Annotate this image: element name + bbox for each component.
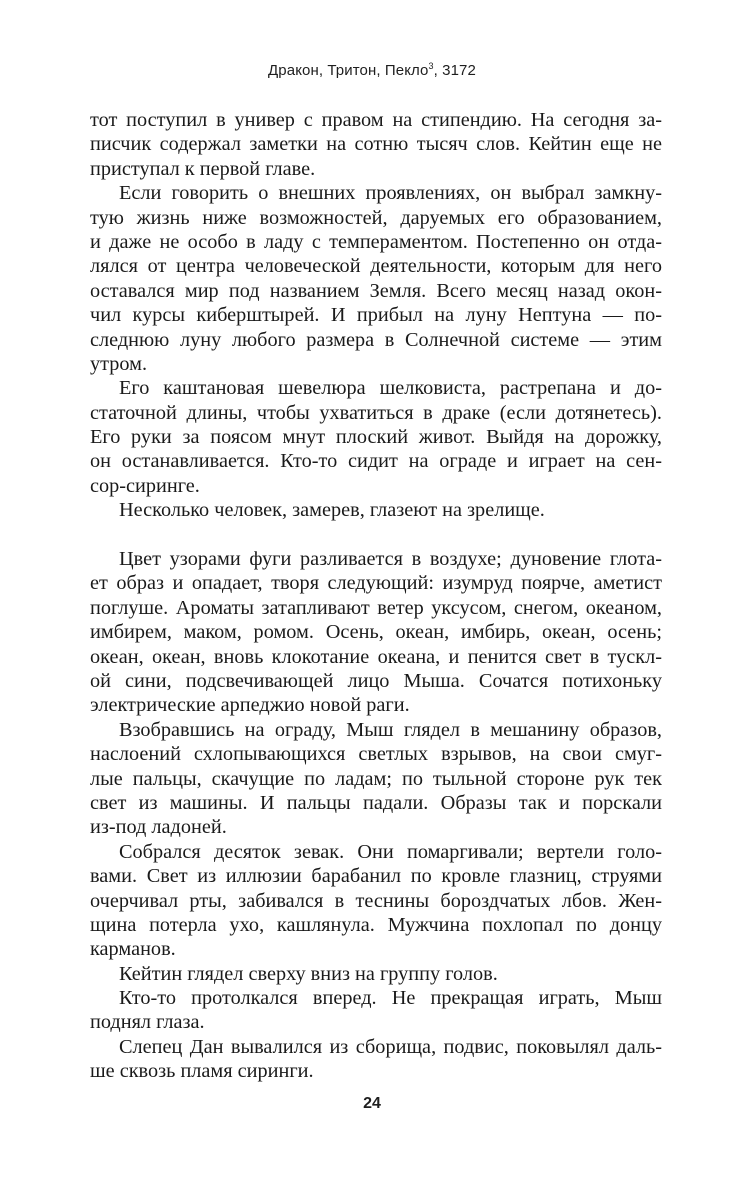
text-line: щина потерла ухо, кашлянула. Мужчина похлопал по донцу [90, 913, 662, 936]
text-line: океан, океан, вновь клокотание океана, и пенится свет в тускл- [90, 645, 662, 668]
paragraph-first-line: Взобравшись на ограду, Мыш глядел в мешанину образов, [119, 718, 662, 741]
paragraph-first-line: Если говорить о внешних проявлениях, он выбрал замкну- [119, 182, 662, 205]
paragraph-first-line: Его каштановая шевелюра шелковиста, растрепана и до- [119, 377, 662, 400]
text-line: Его руки за поясом мнут плоский живот. Выйдя на дорожку, [90, 426, 662, 449]
text-line: из-под ладоней. [90, 816, 227, 839]
text-line: электрические арпеджио новой раги. [90, 694, 410, 717]
text-line: карманов. [90, 938, 176, 961]
section-break [90, 523, 662, 547]
text-line: свет из машины. И пальцы падали. Образы так и порскали [90, 791, 662, 814]
text-line: поднял глаза. [90, 1011, 205, 1034]
text-line: ше сквозь пламя сиринги. [90, 1060, 314, 1083]
paragraph-first-line: Слепец Дан вывалился из сборища, подвис, поковылял даль- [119, 1035, 662, 1058]
text-line: ет образ и опадает, творя следующий: изумруд поярче, аметист [90, 572, 662, 595]
text-line: очерчивал рты, забивался в теснины бороздчатых лбов. Жен- [90, 889, 662, 912]
text-line: тот поступил в универ с правом на стипендию. На сегодня за- [90, 109, 662, 131]
text-line: наслоений схлопывающихся светлых взрывов, на свои смуг- [90, 743, 662, 766]
body-text [90, 108, 662, 1084]
running-head-year: , 3172 [433, 62, 476, 79]
paragraph-first-line: Кто-то протолкался вперед. Не прекращая играть, Мыш [119, 987, 662, 1010]
running-head-superscript: 3 [428, 61, 434, 71]
text-line: ой сини, подсвечивающей лицо Мыша. Сочатся потихоньку [90, 669, 662, 692]
text-line: писчик содержал заметки на сотню тысяч слов. Кейтин еще не [90, 133, 662, 156]
running-head [0, 62, 744, 79]
text-line: лялся от центра человеческой деятельности, которым для него [90, 255, 662, 278]
text-line: вами. Свет из иллюзии барабанил по кровле глазниц, струями [90, 865, 662, 888]
text-line: и даже не особо в ладу с темпераментом. Постепенно он отда- [90, 230, 662, 253]
text-line: тую жизнь ниже возможностей, даруемых его образованием, [90, 206, 662, 229]
text-line: поглуше. Ароматы затапливают ветер уксусом, снегом, океаном, [90, 596, 662, 619]
page-number: 24 [363, 1095, 381, 1112]
text-line: сор-сиринге. [90, 474, 200, 497]
text-line: он останавливается. Кто-то сидит на ограде и играет на сен- [90, 450, 662, 473]
text-line: следнюю луну любого размера в Солнечной системе — этим [90, 328, 662, 351]
paragraph-first-line: Кейтин глядел сверху вниз на группу голов. [119, 962, 498, 985]
text-line: утром. [90, 352, 148, 375]
text-line: приступал к первой главе. [90, 157, 316, 180]
paragraph-first-line: Несколько человек, замерев, глазеют на зрелище. [119, 499, 545, 522]
running-head-title: Дракон, Тритон, Пекло [268, 62, 429, 79]
text-line: лые пальцы, скачущие по ладам; по тыльной стороне рук тек [90, 767, 662, 790]
text-line: оставался мир под названием Земля. Всего месяц назад окон- [90, 279, 662, 302]
paragraph-first-line: Собрался десяток зевак. Они помаргивали; вертели голо- [119, 840, 662, 863]
text-line: чил курсы киберштырей. И прибыл на луну Нептуна — по- [90, 304, 662, 327]
paragraph-first-line: Цвет узорами фуги разливается в воздухе; дуновение глота- [119, 548, 662, 571]
text-line: статочной длины, чтобы ухватиться в драке (если дотянетесь). [90, 401, 662, 424]
text-line: имбирем, маком, ромом. Осень, океан, имбирь, океан, осень; [90, 621, 662, 644]
